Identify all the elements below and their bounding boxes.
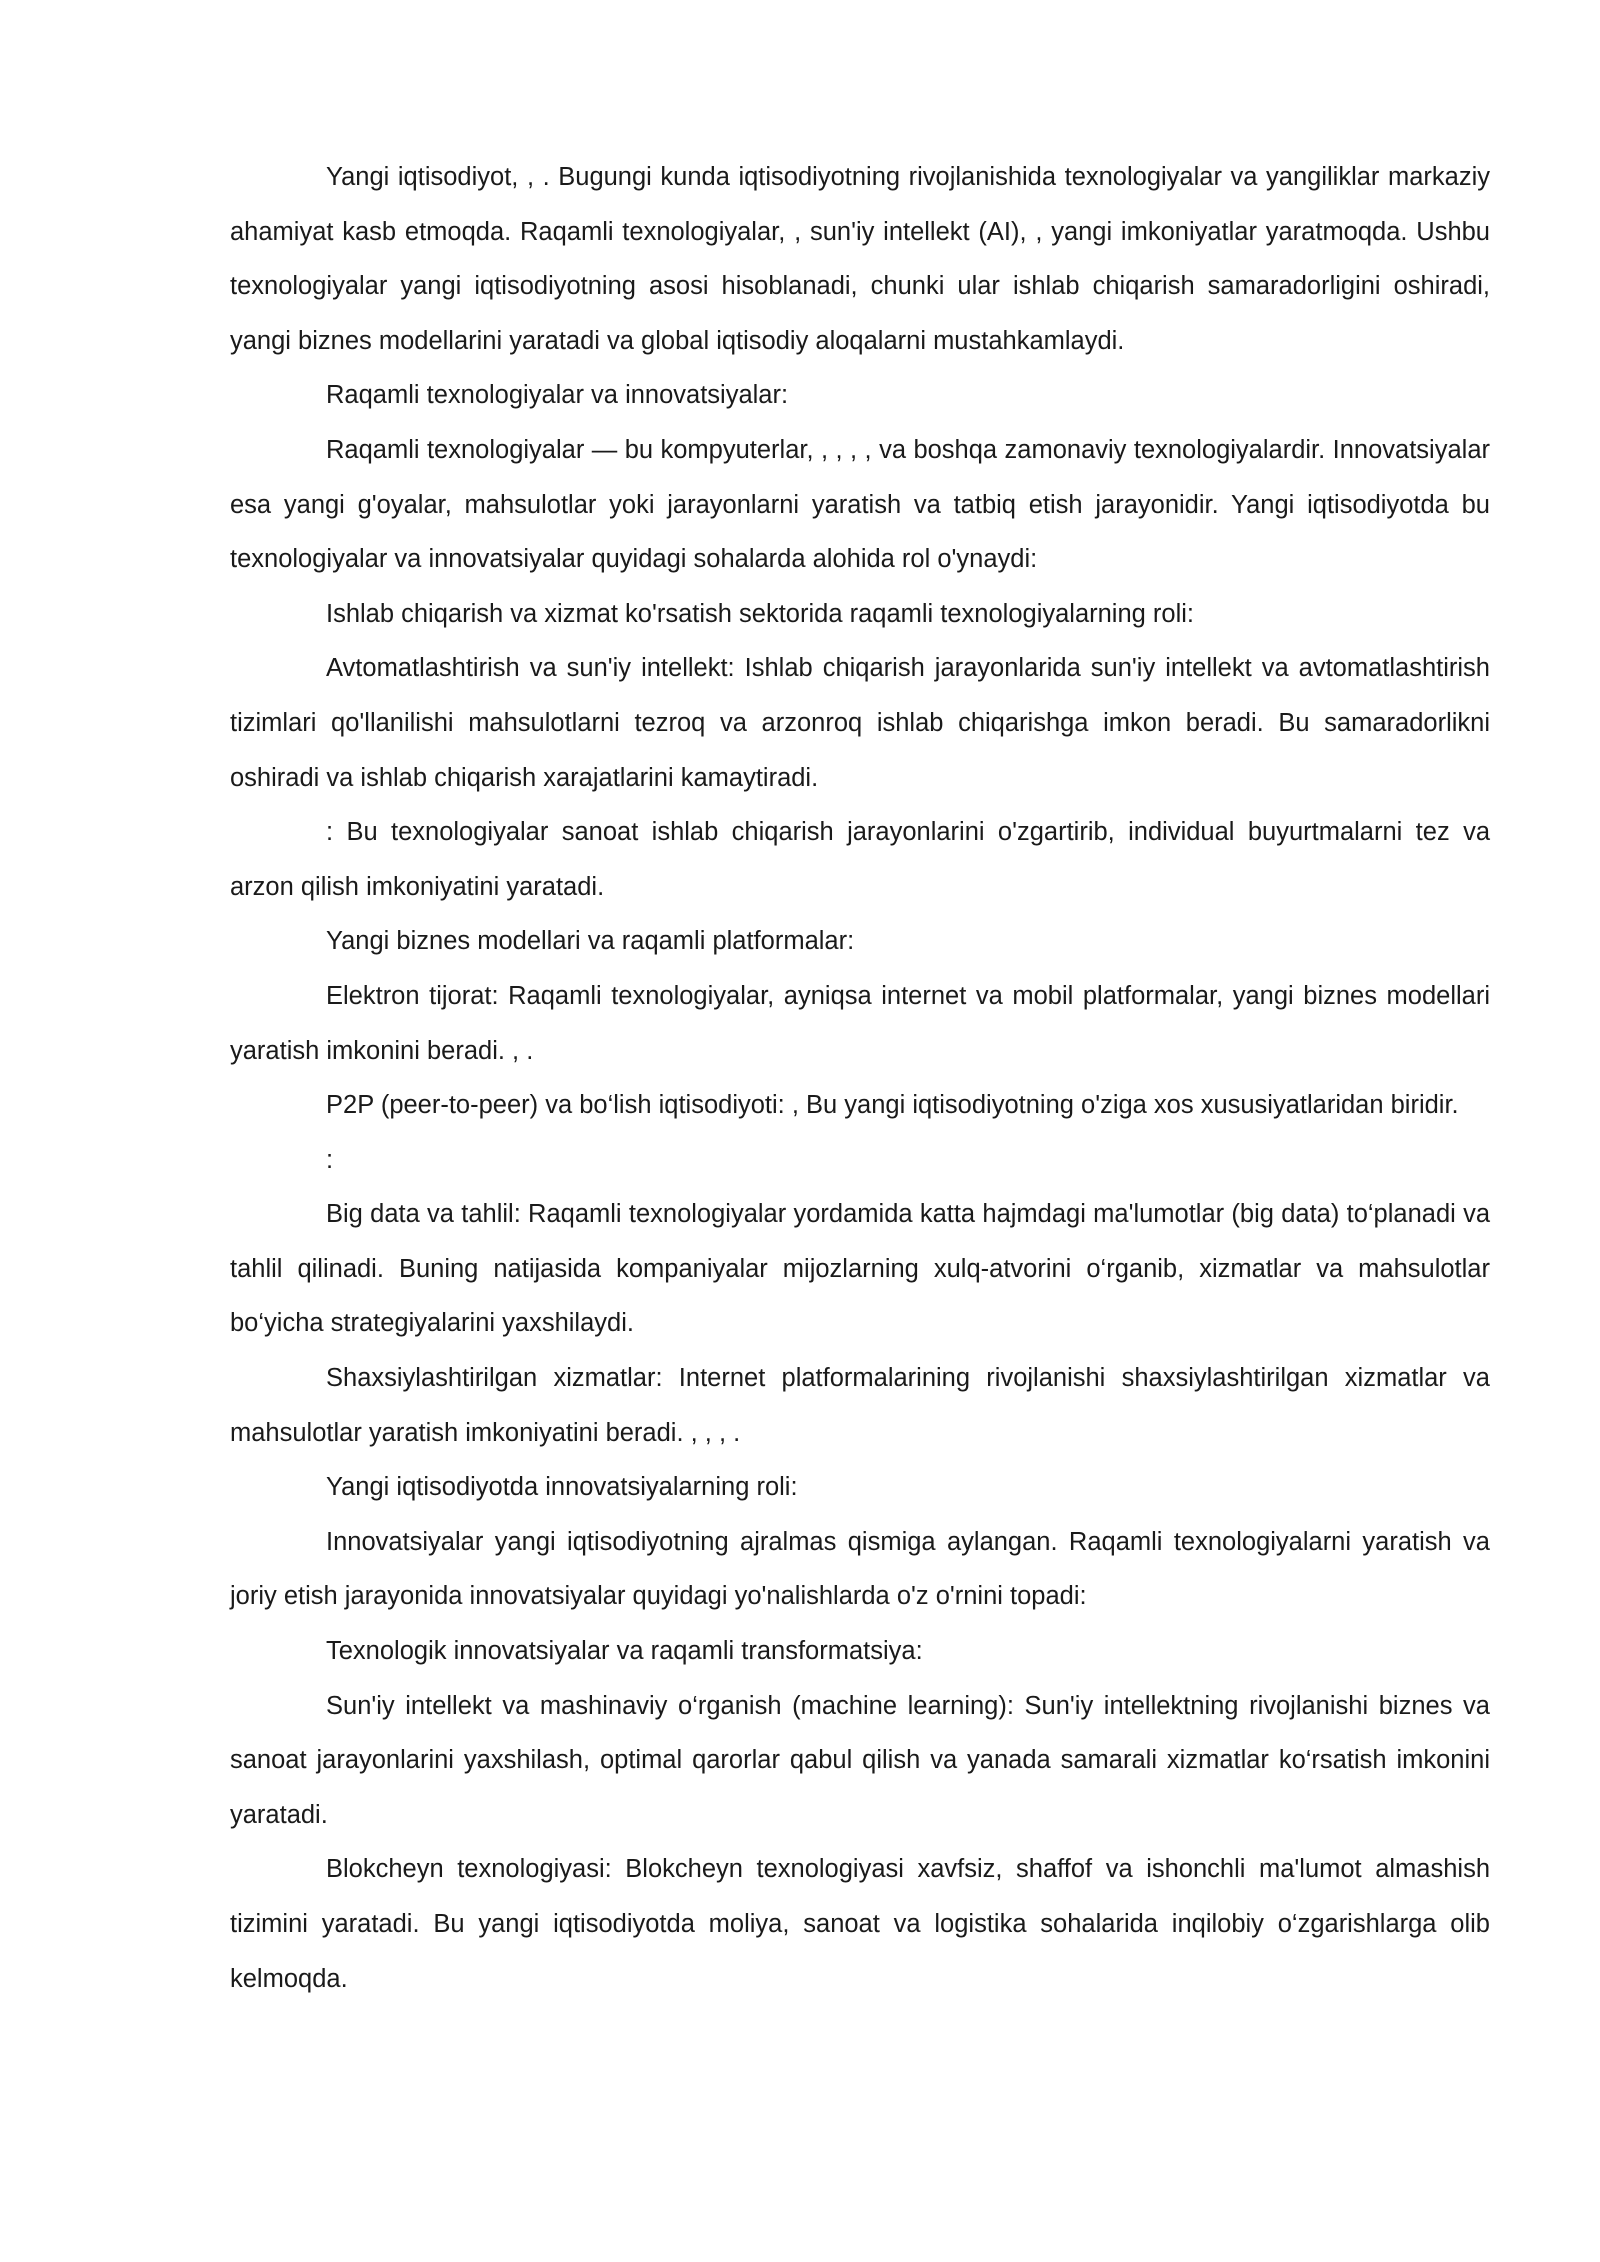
- heading-empty: :: [326, 1145, 334, 1174]
- paragraph-ecommerce: Elektron tijorat: Raqamli texnologiyalar, ayniqsa internet va mobil platformalar, yangi biznes modellari yaratish imkonini beradi. , .: [230, 981, 1490, 1065]
- paragraph-personalized: Shaxsiylashtirilgan xizmatlar: Internet platformalarining rivojlanishi shaxsiylashtirilgan xizmatlar va mahsulotlar yaratish imkoniyatini beradi. , , , .: [230, 1364, 1490, 1447]
- heading-digital-tech: Raqamli texnologiyalar va innovatsiyalar:: [326, 381, 789, 410]
- paragraph-blockchain: Blokcheyn texnologiyasi: Blokcheyn texnologiyasi xavfsiz, shaffof va ishonchli ma'lumot almashish tizimini yaratadi. Bu yangi iqtisodiyotda moliya, sanoat va logistika sohalarida inqilobiy o‘zgarishlarga olib kelmoqda.: [230, 1855, 1490, 1993]
- heading-tech-innovation: Texnologik innovatsiyalar va raqamli transformatsiya:: [326, 1637, 923, 1666]
- paragraph-ai-ml: Sun'iy intellekt va mashinaviy o‘rganish (machine learning): Sun'iy intellektning rivojlanishi biznes va sanoat jarayonlarini yaxshilash, optimal qarorlar qabul qilish va yanada samarali xizmatlar ko‘rsatish imkonini yaratadi.: [230, 1691, 1490, 1829]
- document-page: [230, 150, 1490, 2006]
- heading-innovation-role: Yangi iqtisodiyotda innovatsiyalarning roli:: [326, 1473, 798, 1502]
- paragraph-innovations: Innovatsiyalar yangi iqtisodiyotning ajralmas qismiga aylangan. Raqamli texnologiyalarni yaratish va joriy etish jarayonida innovatsiyalar quyidagi yo'nalishlarda o'z o'rnini topadi:: [230, 1527, 1490, 1611]
- paragraph-intro: Yangi iqtisodiyot, , . Bugungi kunda iqtisodiyotning rivojlanishida texnologiyalar va yangiliklar markaziy ahamiyat kasb etmoqda. Raqamli texnologiyalar, , sun'iy intellekt (AI), , yangi imkoniyatlar yaratmoqda. Ushbu texnologiyalar yangi iqtisodiyotning asosi hisoblanadi, chunki ular ishlab chiqarish samaradorligini oshiradi, yangi biznes modellarini yaratadi va global iqtisodiy aloqalarni mustahkamlaydi.: [230, 163, 1490, 355]
- paragraph-big-data: Big data va tahlil: Raqamli texnologiyalar yordamida katta hajmdagi ma'lumotlar (big data) to‘planadi va tahlil qilinadi. Buning natijasida kompaniyalar mijozlarning xulq-atvorini o‘rganib, xizmatlar va mahsulotlar bo‘yicha strategiyalarini yaxshilaydi.: [230, 1200, 1490, 1338]
- heading-production-role: Ishlab chiqarish va xizmat ko'rsatish sektorida raqamli texnologiyalarning roli:: [326, 599, 1195, 628]
- paragraph-automation: Avtomatlashtirish va sun'iy intellekt: Ishlab chiqarish jarayonlarida sun'iy intellekt va avtomatlashtirish tizimlari qo'llanilishi mahsulotlarni tezroq va arzonroq ishlab chiqarishga imkon beradi. Bu samaradorlikni oshiradi va ishlab chiqarish xarajatlarini kamaytiradi.: [230, 654, 1490, 792]
- paragraph-p2p: P2P (peer-to-peer) va bo‘lish iqtisodiyoti: , Bu yangi iqtisodiyotning o'ziga xos xususiyatlaridan biridir.: [326, 1091, 1459, 1120]
- paragraph-digital-tech: Raqamli texnologiyalar — bu kompyuterlar, , , , , va boshqa zamonaviy texnologiyalardir. Innovatsiyalar esa yangi g'oyalar, mahsulotlar yoki jarayonlarni yaratish va tatbiq etish jarayonidir. Yangi iqtisodiyotda bu texnologiyalar va innovatsiyalar quyidagi sohalarda alohida rol o'ynaydi:: [230, 435, 1490, 574]
- heading-business-models: Yangi biznes modellari va raqamli platformalar:: [326, 927, 855, 956]
- paragraph-industry: : Bu texnologiyalar sanoat ishlab chiqarish jarayonlarini o'zgartirib, individual buyurtmalarni tez va arzon qilish imkoniyatini yaratadi.: [230, 818, 1490, 901]
